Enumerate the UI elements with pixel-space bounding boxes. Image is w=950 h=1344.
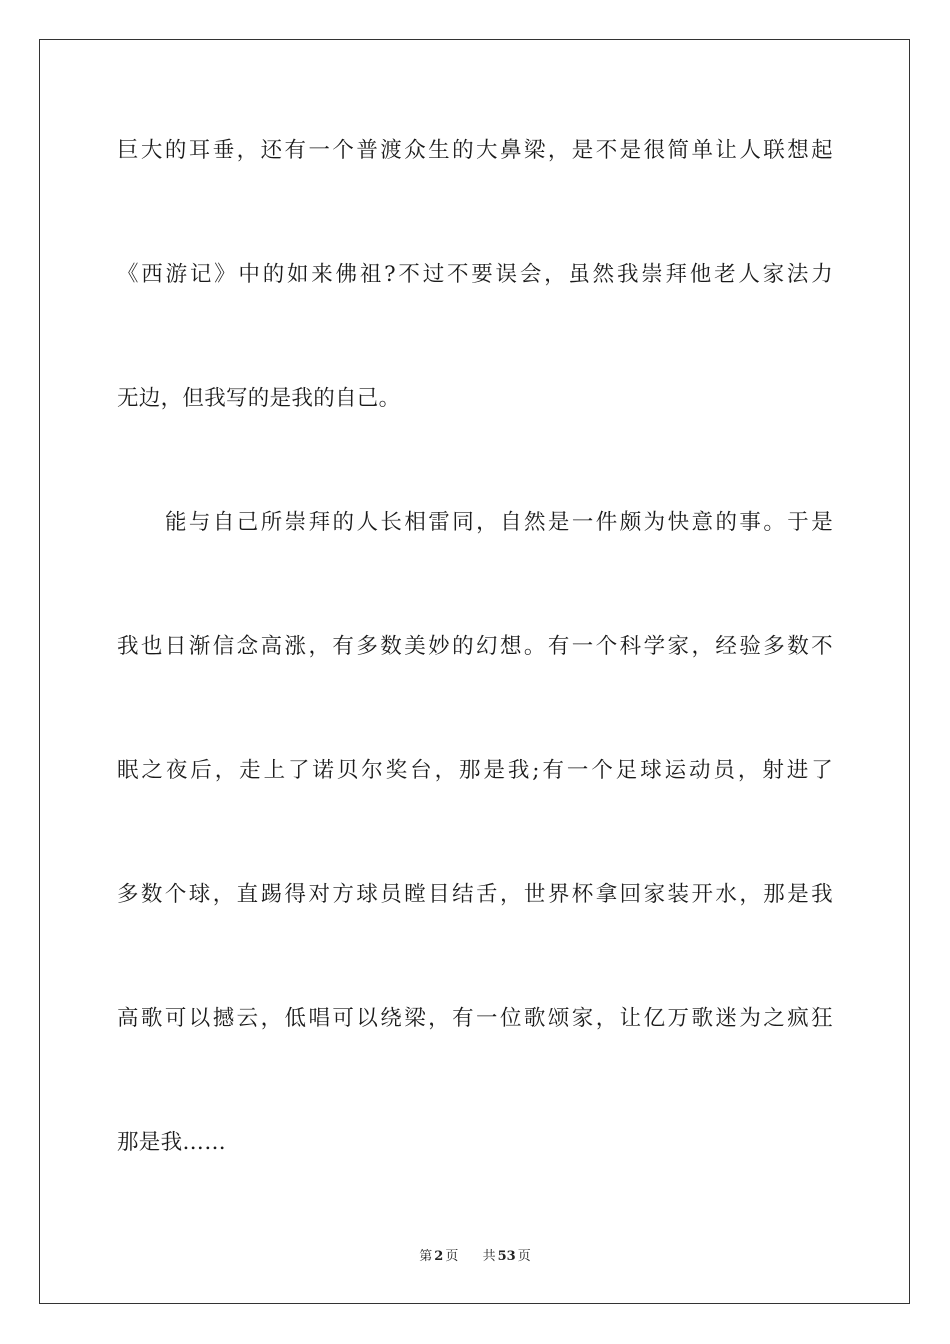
- text-line-7: 多数个球，直踢得对方球员瞠目结舌，世界杯拿回家装开水，那是我: [117, 882, 833, 907]
- page-suffix: 页: [445, 1249, 459, 1264]
- total-prefix: 共: [482, 1249, 496, 1264]
- page-number: 2: [434, 1249, 444, 1264]
- text-line-9: 那是我……: [117, 1130, 227, 1155]
- page-border: [39, 39, 910, 1304]
- text-line-2: 《西游记》中的如来佛祖?不过不要误会，虽然我崇拜他老人家法力: [117, 262, 833, 287]
- text-line-8: 高歌可以撼云，低唱可以绕梁，有一位歌颂家，让亿万歌迷为之疯狂: [117, 1006, 833, 1031]
- text-line-5: 我也日渐信念高涨，有多数美妙的幻想。有一个科学家，经验多数不: [117, 634, 833, 659]
- total-suffix: 页: [517, 1249, 531, 1264]
- text-line-4: 能与自己所崇拜的人长相雷同，自然是一件颇为快意的事。于是: [165, 510, 833, 535]
- page-footer: [0, 1248, 950, 1266]
- total-pages: 53: [497, 1249, 516, 1264]
- page-prefix: 第: [419, 1249, 433, 1264]
- text-line-3: 无边，但我写的是我的自己。: [117, 386, 401, 411]
- text-line-1: 巨大的耳垂，还有一个普渡众生的大鼻梁，是不是很简单让人联想起: [117, 138, 833, 163]
- text-line-6: 眠之夜后，走上了诺贝尔奖台，那是我;有一个足球运动员，射进了: [117, 758, 833, 783]
